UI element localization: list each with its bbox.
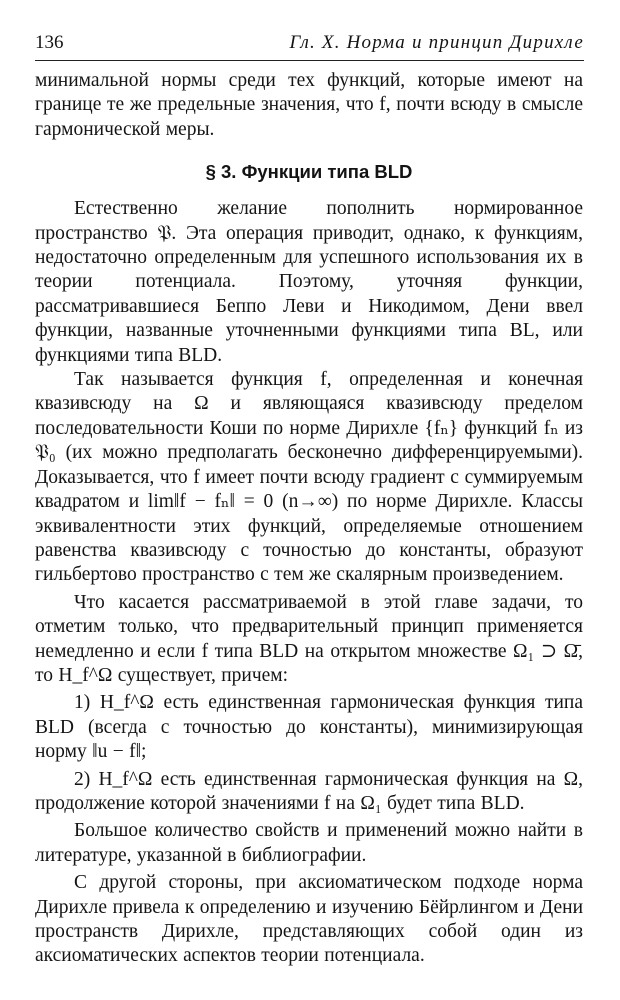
list-item-1: 1) H_f^Ω есть единственная гармоническая функция типа BLD (всегда с точностью до константы), минимизирующая норму ‖u − f‖; <box>35 692 583 763</box>
list-item-2: 2) H_f^Ω есть единственная гармоническая функция на Ω, продолжение которой значениями f на Ω₁ будет типа BLD. <box>35 768 583 814</box>
header-rule <box>35 60 584 61</box>
paragraph-continued: минимальной нормы среди тех функций, которые имеют на границе те же предельные значения, что f, почти всюду в смысле гармонической меры. <box>35 70 583 140</box>
page-body <box>35 69 583 969</box>
paragraph: С другой стороны, при аксиоматическом подходе норма Дирихле привела к определению и изучению Бёйрлингом и Дени пространств Дирихле, представляющих собой один из аксиоматических аспектов теории потенциала. <box>35 872 583 967</box>
paragraph: Естественно желание пополнить нормированное пространство 𝔓. Эта операция приводит, однако, к функциям, недостаточно определенным для успешного использования их в теории потенциала. Поэтому, уточняя функции, рассматривавшиеся Беппо Леви и Никодимом, Дени ввел функции, названные уточненными функциями типа BL, или функциями типа BLD. <box>35 198 583 366</box>
paragraph: Так называется функция f, определенная и конечная квазивсюду на Ω и являющаяся квазивсюду пределом последовательности Коши по норме Дирихле {fₙ} функций fₙ из 𝔓₀ (их можно предполагать бесконечно дифференцируемыми). Доказывается, что f имеет почти всюду градиент с суммируемым квадратом и lim‖f − fₙ‖ = 0 (n→∞) по норме Дирихле. Классы эквивалентности этих функций, определяемые отношением равенства квазивсюду с точностью до константы, образуют гильбертово пространство с тем же скалярным произведением. <box>35 369 583 586</box>
paragraph: Что касается рассматриваемой в этой главе задачи, то отметим только, что предварительный принцип применяется немедленно и если f типа BLD на открытом множестве Ω₁ ⊃ Ω̄, то H_f^Ω существует, причем: <box>35 591 583 686</box>
paragraph: Большое количество свойств и применений можно найти в литературе, указанной в библиографии. <box>35 820 583 866</box>
page-number: 136 <box>35 32 64 53</box>
section-heading: § 3. Функции типа BLD <box>205 161 413 183</box>
page-header <box>35 30 584 60</box>
running-title: Гл. X. Норма и принцип Дирихле <box>289 32 584 53</box>
